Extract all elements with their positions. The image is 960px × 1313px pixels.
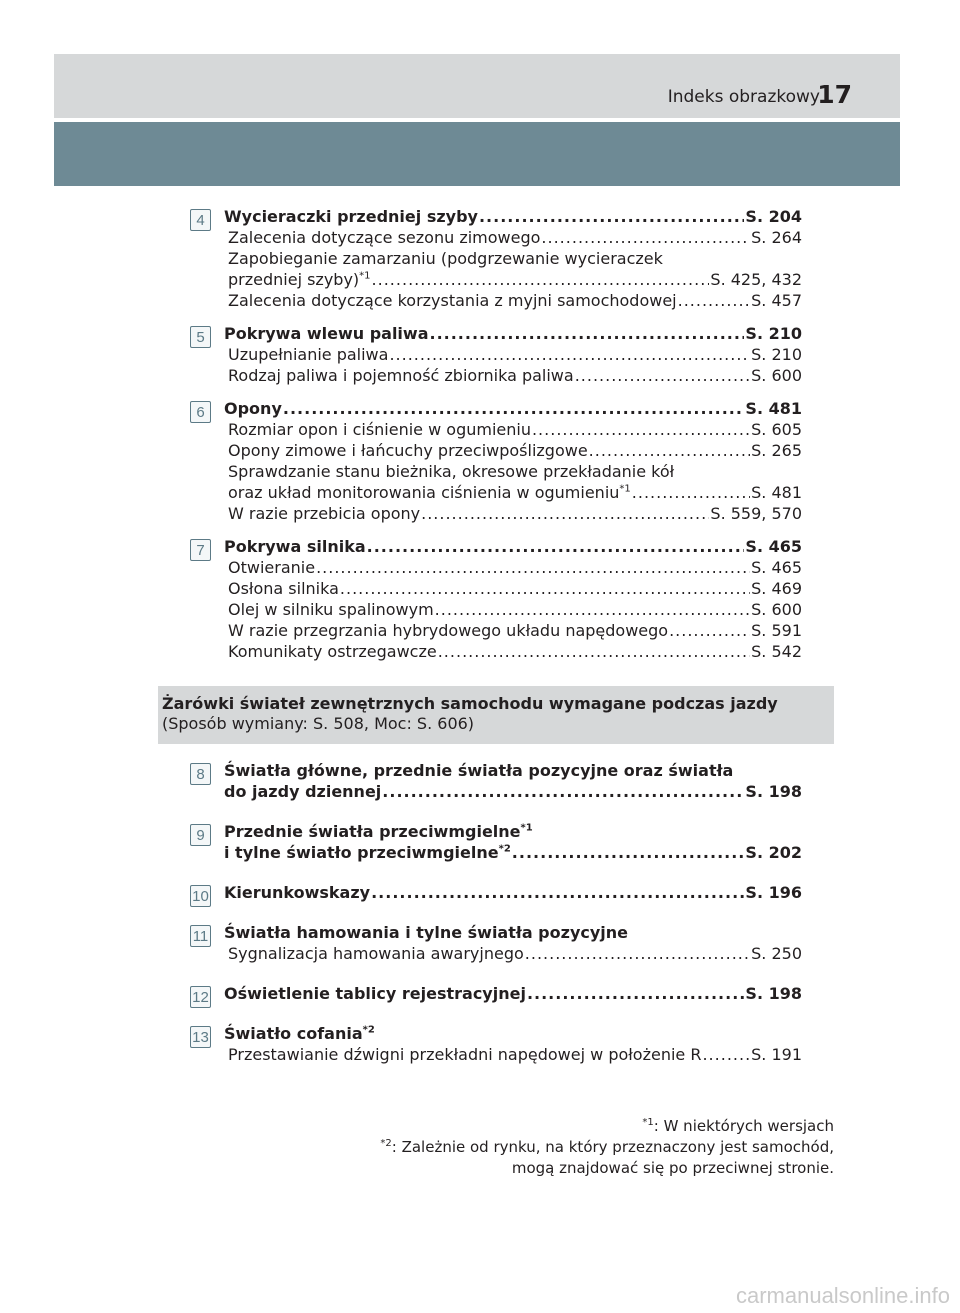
callout-number-badge: 11	[190, 925, 211, 947]
callout-number-badge: 12	[190, 986, 211, 1008]
sub-entry-text: Zapobieganie zamarzaniu (podgrzewanie wycieraczek	[228, 249, 663, 268]
index-entry-13	[190, 1023, 802, 1065]
page-number: 17	[817, 80, 852, 109]
footnotes	[380, 1116, 834, 1179]
index-list-top	[190, 206, 802, 674]
entry-heading[interactable]: Oświetlenie tablicy rejestracyjnej ..... S. 198	[224, 983, 802, 1004]
page-reference: S. 204	[745, 207, 802, 226]
sub-entry[interactable]: Opony zimowe i łańcuchy przeciwpoślizgowe ..... S. 265	[228, 440, 802, 461]
index-entry-6	[190, 398, 802, 524]
entry-heading[interactable]: do jazdy dziennej ..... S. 198	[224, 781, 802, 802]
entry-heading[interactable]: Opony ..... S. 481	[224, 398, 802, 419]
header-image-band	[54, 122, 900, 186]
index-entry-5	[190, 323, 802, 386]
sub-entry[interactable]: Komunikaty ostrzegawcze ..... S. 542	[228, 641, 802, 662]
callout-number-badge: 10	[190, 885, 211, 907]
section-heading-box	[158, 686, 834, 744]
sub-entry[interactable]: Osłona silnika ..... S. 469	[228, 578, 802, 599]
callout-number-badge: 8	[190, 763, 211, 785]
footnote-2-continued: mogą znajdować się po przeciwnej stronie.	[511, 1159, 834, 1177]
entry-heading[interactable]: Pokrywa silnika ..... S. 465	[224, 536, 802, 557]
entry-heading-line: Przednie światła przeciwmgielne$^{*1}$	[224, 822, 533, 841]
entry-heading-line: Światła główne, przednie światła pozycyjne oraz światła	[224, 761, 734, 780]
entry-heading: Światła hamowania i tylne światła pozycyjne	[224, 923, 629, 942]
header-bar	[54, 54, 900, 118]
entry-heading[interactable]: i tylne światło przeciwmgielne$^{*2}$ ..... S. 202	[224, 842, 802, 863]
index-entry-9	[190, 821, 802, 863]
index-entry-7	[190, 536, 802, 662]
callout-number-badge: 13	[190, 1026, 211, 1048]
index-entry-11	[190, 922, 802, 964]
footnote-1: $^{*1}$: W niektórych wersjach	[642, 1117, 834, 1135]
sub-entry[interactable]: Rozmiar opon i ciśnienie w ogumieniu ..... S. 605	[228, 419, 802, 440]
entry-heading: Światło cofania$^{*2}$	[224, 1024, 375, 1043]
index-list-bottom	[190, 760, 802, 1084]
sub-entry[interactable]: Otwieranie ..... S. 465	[228, 557, 802, 578]
sub-entry[interactable]: W razie przegrzania hybrydowego układu napędowego ..... S. 591	[228, 620, 802, 641]
sub-entry[interactable]: Zalecenia dotyczące korzystania z myjni samochodowej ..... S. 457	[228, 290, 802, 311]
index-entry-8	[190, 760, 802, 802]
callout-number-badge: 6	[190, 401, 211, 423]
sub-entry[interactable]: Rodzaj paliwa i pojemność zbiornika paliwa ..... S. 600	[228, 365, 802, 386]
section-title: Indeks obrazkowy	[667, 87, 820, 107]
sub-entry[interactable]: przedniej szyby)$^{*1}$ ..... S. 425, 432	[228, 269, 802, 290]
callout-number-badge: 5	[190, 326, 211, 348]
sub-entry[interactable]: Przestawianie dźwigni przekładni napędowej w położenie R ..... S. 191	[228, 1044, 802, 1065]
sub-entry-text: Sprawdzanie stanu bieżnika, okresowe przekładanie kół	[228, 462, 675, 481]
index-entry-10	[190, 882, 802, 903]
callout-number-badge: 7	[190, 539, 211, 561]
entry-heading[interactable]: Wycieraczki przedniej szyby ..... S. 204	[224, 206, 802, 227]
callout-number-badge: 4	[190, 209, 211, 231]
sub-entry[interactable]: Sygnalizacja hamowania awaryjnego ..... S. 250	[228, 943, 802, 964]
index-entry-4	[190, 206, 802, 311]
footnote-2: $^{*2}$: Zależnie od rynku, na który przeznaczony jest samochód,	[380, 1138, 834, 1156]
entry-heading[interactable]: Pokrywa wlewu paliwa ..... S. 210	[224, 323, 802, 344]
sub-entry[interactable]: Uzupełnianie paliwa ..... S. 210	[228, 344, 802, 365]
callout-number-badge: 9	[190, 824, 211, 846]
section-heading: Żarówki świateł zewnętrznych samochodu wymagane podczas jazdy	[162, 694, 778, 713]
watermark: carmanualsonline.info	[735, 1283, 950, 1308]
entry-heading[interactable]: Kierunkowskazy ..... S. 196	[224, 882, 802, 903]
sub-entry[interactable]: Zalecenia dotyczące sezonu zimowego ..... S. 264	[228, 227, 802, 248]
section-subheading: (Sposób wymiany: S. 508, Moc: S. 606)	[162, 714, 475, 733]
index-entry-12	[190, 983, 802, 1004]
sub-entry[interactable]: Olej w silniku spalinowym ..... S. 600	[228, 599, 802, 620]
sub-entry[interactable]: W razie przebicia opony ..... S. 559, 570	[228, 503, 802, 524]
sub-entry[interactable]: oraz układ monitorowania ciśnienia w ogumieniu$^{*1}$ ..... S. 481	[228, 482, 802, 503]
